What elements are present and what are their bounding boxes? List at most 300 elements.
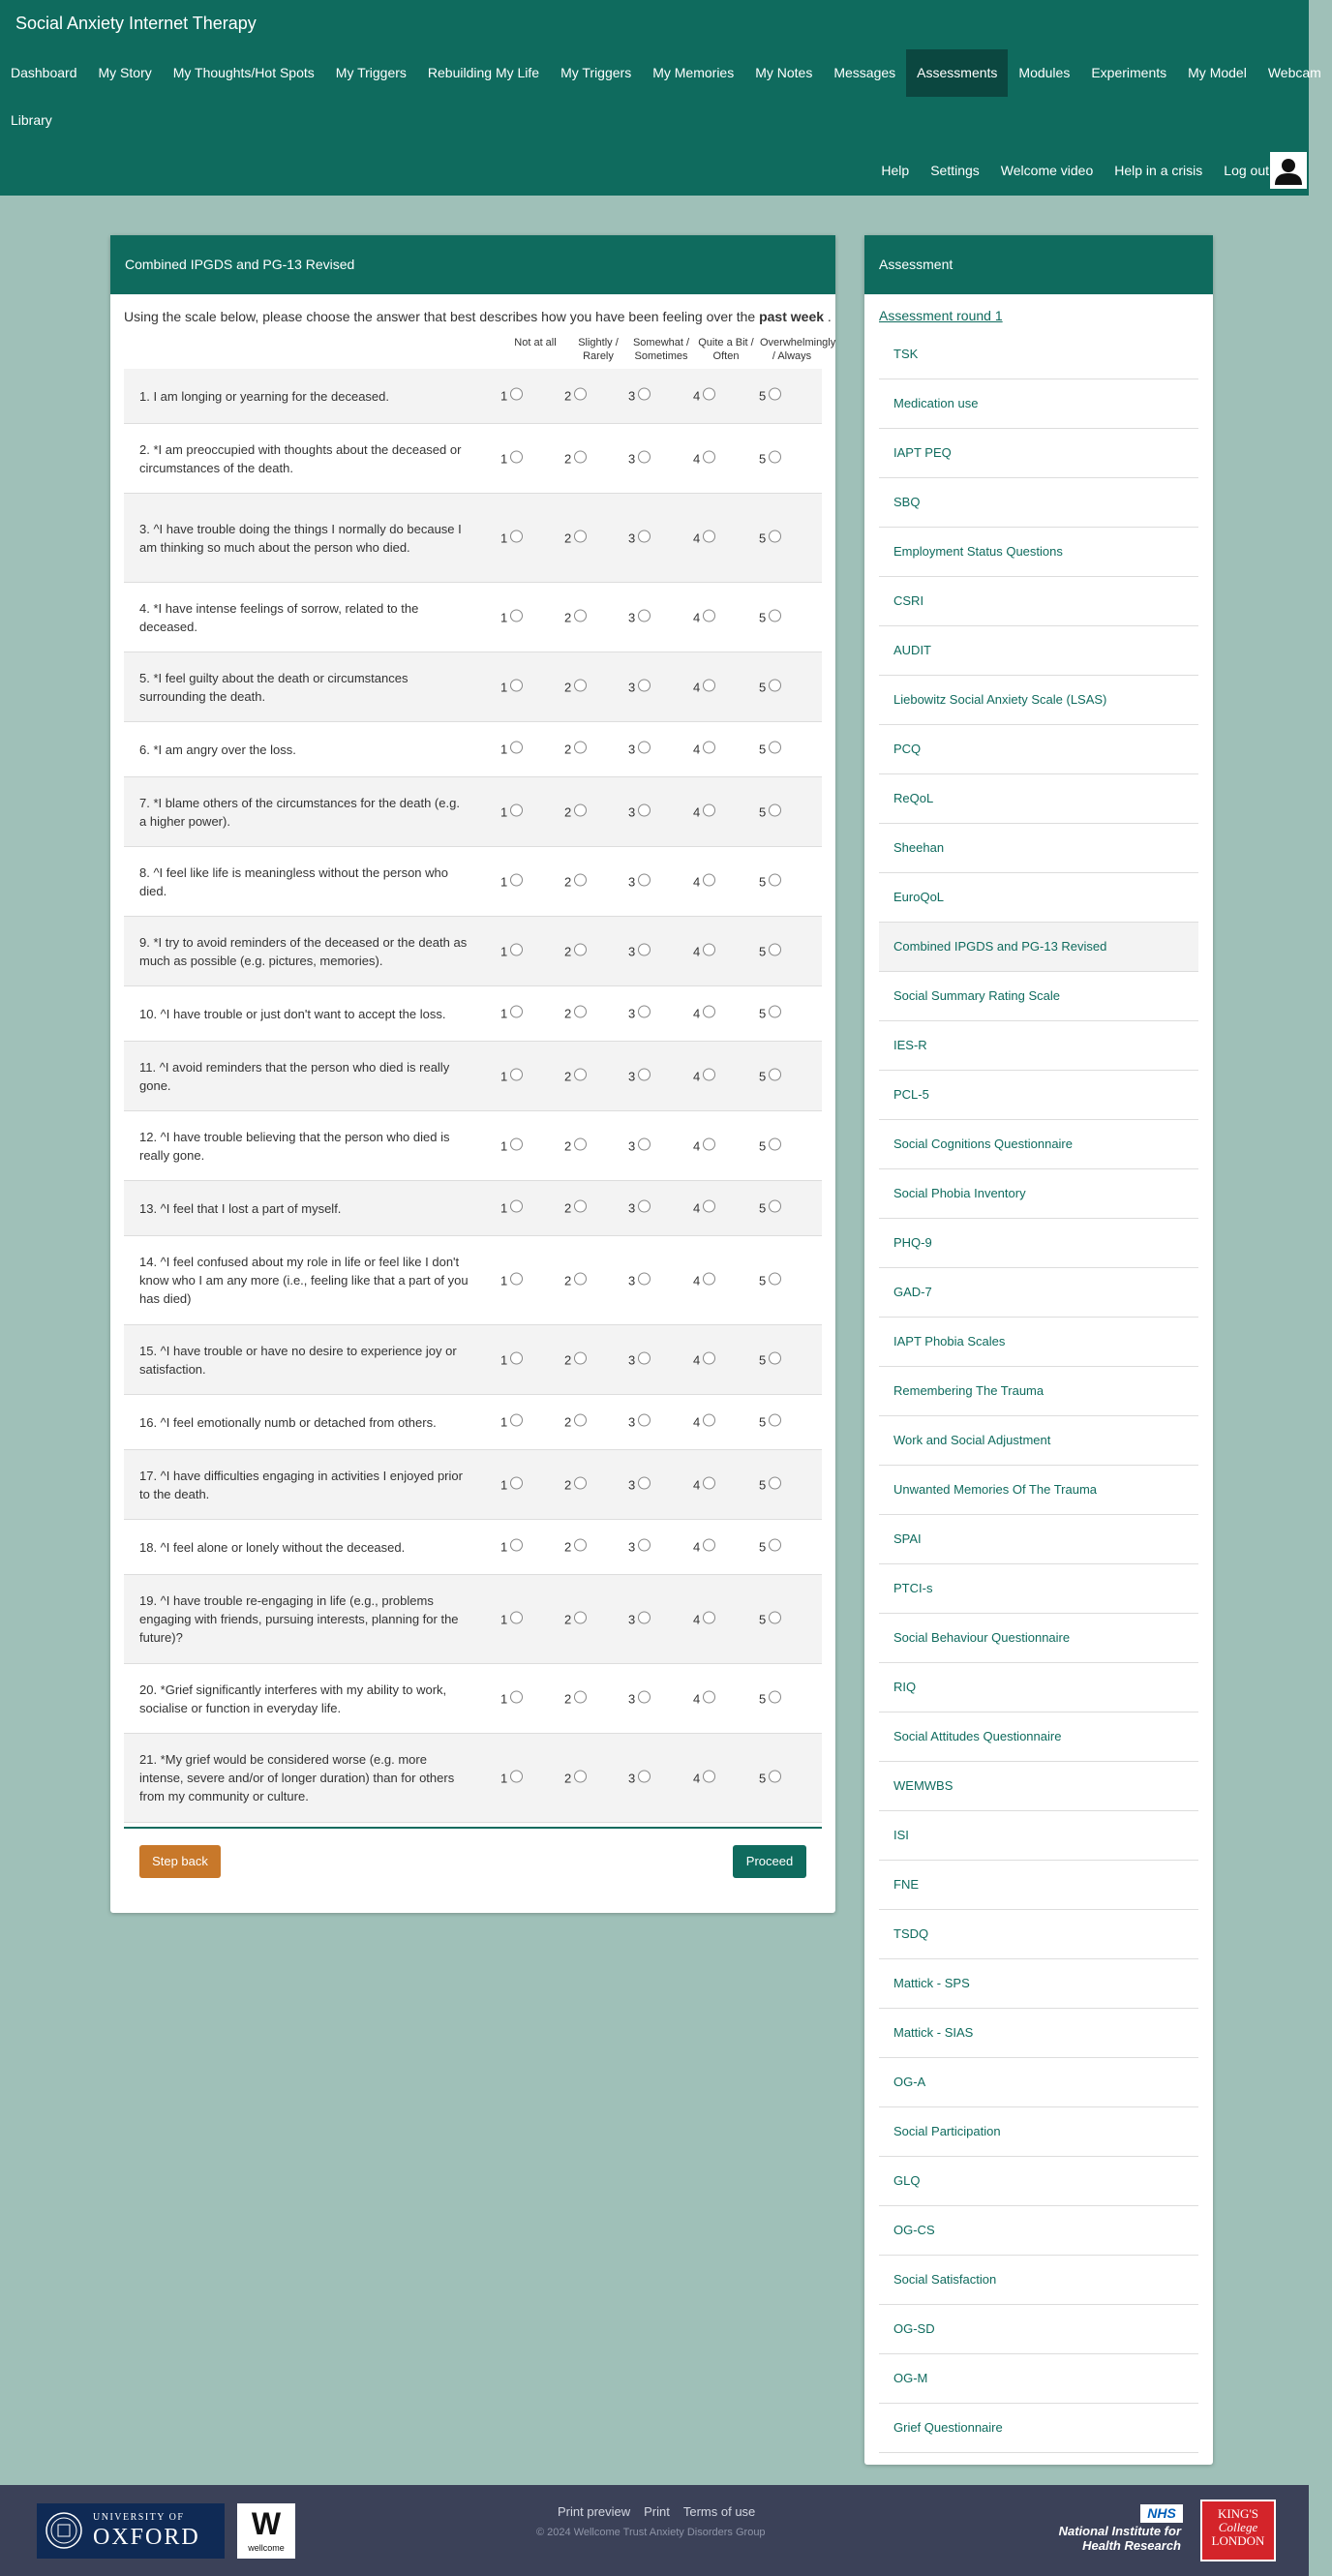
assessment-item-og-m[interactable]: OG-M	[879, 2354, 1198, 2404]
answer-option-1[interactable]	[500, 1540, 523, 1555]
assessment-item-audit[interactable]: AUDIT	[879, 626, 1198, 676]
utility-link-help[interactable]: Help	[881, 163, 910, 178]
answer-option-5[interactable]	[759, 742, 781, 757]
radio-button[interactable]	[769, 943, 781, 955]
assessment-item-og-a[interactable]: OG-A	[879, 2058, 1198, 2107]
answer-option-3[interactable]	[628, 804, 651, 819]
answer-option-1[interactable]	[500, 451, 523, 466]
answer-option-1[interactable]	[500, 874, 523, 889]
radio-button[interactable]	[638, 609, 651, 621]
answer-option-3[interactable]	[628, 944, 651, 958]
answer-option-number: 1	[500, 1069, 508, 1083]
radio-button[interactable]	[510, 679, 523, 691]
radio-button[interactable]	[703, 1137, 715, 1150]
radio-button[interactable]	[510, 1200, 523, 1213]
radio-button[interactable]	[638, 679, 651, 691]
radio-button[interactable]	[703, 1068, 715, 1080]
radio-button[interactable]	[574, 388, 587, 401]
radio-button[interactable]	[769, 1351, 781, 1364]
assessment-item-riq[interactable]: RIQ	[879, 1663, 1198, 1712]
answer-option-3[interactable]	[628, 1201, 651, 1216]
question-row	[124, 722, 822, 777]
answer-option-2[interactable]	[564, 1201, 587, 1216]
radio-button[interactable]	[638, 388, 651, 401]
assessment-item-unwanted-memories-of-the-trauma[interactable]: Unwanted Memories Of The Trauma	[879, 1466, 1198, 1515]
answer-option-2[interactable]	[564, 1691, 587, 1706]
radio-button[interactable]	[510, 742, 523, 754]
answer-option-3[interactable]	[628, 1007, 651, 1021]
answer-option-5[interactable]	[759, 1352, 781, 1367]
answer-option-number: 3	[628, 1477, 636, 1492]
answer-option-1[interactable]	[500, 530, 523, 545]
answer-option-2[interactable]	[564, 680, 587, 694]
answer-option-2[interactable]	[564, 1540, 587, 1555]
answer-option-number: 1	[500, 1477, 508, 1492]
radio-button[interactable]	[510, 1690, 523, 1703]
answer-option-5[interactable]	[759, 1273, 781, 1288]
radio-button[interactable]	[510, 1351, 523, 1364]
answer-option-1[interactable]	[500, 1138, 523, 1153]
answer-option-number: 1	[500, 451, 508, 466]
assessment-item-social-participation[interactable]: Social Participation	[879, 2107, 1198, 2157]
answer-option-4[interactable]	[693, 804, 715, 819]
answer-option-5[interactable]	[759, 1540, 781, 1555]
assessment-item-sheehan[interactable]: Sheehan	[879, 824, 1198, 873]
radio-button[interactable]	[703, 1200, 715, 1213]
answer-option-1[interactable]	[500, 804, 523, 819]
radio-button[interactable]	[638, 803, 651, 816]
app-title[interactable]: Social Anxiety Internet Therapy	[15, 14, 257, 33]
assessment-item-pcl-5[interactable]: PCL-5	[879, 1071, 1198, 1120]
radio-button[interactable]	[574, 873, 587, 886]
nav-item-modules[interactable]: Modules	[1018, 65, 1071, 80]
radio-button[interactable]	[638, 1272, 651, 1285]
radio-button[interactable]	[703, 1770, 715, 1782]
utility-link-welcome-video[interactable]: Welcome video	[1000, 163, 1094, 178]
assessment-item-reqol[interactable]: ReQoL	[879, 774, 1198, 824]
assessment-item-social-cognitions-questionnaire[interactable]: Social Cognitions Questionnaire	[879, 1120, 1198, 1169]
radio-button[interactable]	[703, 450, 715, 463]
answer-option-1[interactable]	[500, 1612, 523, 1626]
answer-option-5[interactable]	[759, 1069, 781, 1083]
answer-option-5[interactable]	[759, 389, 781, 404]
radio-button[interactable]	[703, 530, 715, 542]
answer-option-5[interactable]	[759, 1007, 781, 1021]
radio-button[interactable]	[769, 742, 781, 754]
radio-button[interactable]	[769, 1770, 781, 1782]
radio-button[interactable]	[638, 943, 651, 955]
assessment-item-fne[interactable]: FNE	[879, 1861, 1198, 1910]
answer-option-3[interactable]	[628, 389, 651, 404]
answer-option-5[interactable]	[759, 1691, 781, 1706]
answer-option-number: 3	[628, 1691, 636, 1706]
answer-option-4[interactable]	[693, 1771, 715, 1785]
radio-button[interactable]	[510, 1611, 523, 1623]
radio-button[interactable]	[769, 1137, 781, 1150]
assessment-item-grief-questionnaire[interactable]: Grief Questionnaire	[879, 2404, 1198, 2453]
radio-button[interactable]	[574, 742, 587, 754]
radio-button[interactable]	[769, 1476, 781, 1489]
answer-option-4[interactable]	[693, 451, 715, 466]
answer-option-1[interactable]	[500, 1415, 523, 1430]
footer-link-terms-of-use[interactable]: Terms of use	[682, 2504, 756, 2519]
assessment-item-social-satisfaction[interactable]: Social Satisfaction	[879, 2256, 1198, 2305]
radio-button[interactable]	[574, 1690, 587, 1703]
nav-item-my-memories[interactable]: My Memories	[652, 65, 735, 80]
answer-option-2[interactable]	[564, 944, 587, 958]
answer-option-5[interactable]	[759, 1477, 781, 1492]
utility-link-settings[interactable]: Settings	[930, 163, 980, 178]
answer-option-1[interactable]	[500, 1477, 523, 1492]
answer-option-3[interactable]	[628, 1691, 651, 1706]
answer-option-2[interactable]	[564, 1007, 587, 1021]
radio-button[interactable]	[638, 1068, 651, 1080]
radio-button[interactable]	[769, 679, 781, 691]
answer-option-2[interactable]	[564, 389, 587, 404]
utility-link-help-in-a-crisis[interactable]: Help in a crisis	[1114, 163, 1203, 178]
assessment-item-mattick-sias[interactable]: Mattick - SIAS	[879, 2009, 1198, 2058]
radio-button[interactable]	[703, 679, 715, 691]
radio-button[interactable]	[638, 1476, 651, 1489]
radio-button[interactable]	[703, 1414, 715, 1427]
radio-button[interactable]	[638, 530, 651, 542]
nav-item-assessments[interactable]: Assessments	[906, 49, 1008, 97]
step-back-button[interactable]: Step back	[139, 1845, 221, 1878]
radio-button[interactable]	[510, 943, 523, 955]
assessment-item-iapt-phobia-scales[interactable]: IAPT Phobia Scales	[879, 1318, 1198, 1367]
assessment-item-work-and-social-adjustment[interactable]: Work and Social Adjustment	[879, 1416, 1198, 1466]
footer-link-print-preview[interactable]: Print preview	[558, 2504, 631, 2519]
answer-option-1[interactable]	[500, 610, 523, 624]
answer-option-1[interactable]	[500, 1352, 523, 1367]
radio-button[interactable]	[638, 1200, 651, 1213]
answer-option-4[interactable]	[693, 1352, 715, 1367]
answer-option-4[interactable]	[693, 1201, 715, 1216]
nav-item-my-triggers[interactable]: My Triggers	[560, 65, 632, 80]
answer-option-2[interactable]	[564, 874, 587, 889]
answer-option-1[interactable]	[500, 680, 523, 694]
answer-option-3[interactable]	[628, 1612, 651, 1626]
assessment-item-sbq[interactable]: SBQ	[879, 478, 1198, 528]
answer-option-3[interactable]	[628, 1771, 651, 1785]
answer-option-2[interactable]	[564, 610, 587, 624]
radio-button[interactable]	[574, 530, 587, 542]
radio-button[interactable]	[574, 1006, 587, 1018]
answer-option-4[interactable]	[693, 1612, 715, 1626]
answer-option-4[interactable]	[693, 1540, 715, 1555]
radio-button[interactable]	[769, 1272, 781, 1285]
answer-option-5[interactable]	[759, 1415, 781, 1430]
answer-option-3[interactable]	[628, 874, 651, 889]
assessment-item-social-summary-rating-scale[interactable]: Social Summary Rating Scale	[879, 972, 1198, 1021]
nav-item-my-notes[interactable]: My Notes	[755, 65, 813, 80]
radio-button[interactable]	[769, 609, 781, 621]
assessment-round-link[interactable]: Assessment round 1	[879, 308, 1003, 323]
answer-option-4[interactable]	[693, 1477, 715, 1492]
radio-button[interactable]	[510, 1272, 523, 1285]
radio-button[interactable]	[638, 1351, 651, 1364]
assessment-item-remembering-the-trauma[interactable]: Remembering The Trauma	[879, 1367, 1198, 1416]
radio-button[interactable]	[703, 609, 715, 621]
answer-option-1[interactable]	[500, 742, 523, 757]
assessment-item-medication-use[interactable]: Medication use	[879, 379, 1198, 429]
answer-option-4[interactable]	[693, 389, 715, 404]
footer-link-print[interactable]: Print	[644, 2504, 670, 2519]
nav-item-experiments[interactable]: Experiments	[1091, 65, 1167, 80]
radio-button[interactable]	[574, 1351, 587, 1364]
radio-button[interactable]	[769, 1200, 781, 1213]
radio-button[interactable]	[769, 1539, 781, 1552]
answer-option-3[interactable]	[628, 530, 651, 545]
radio-button[interactable]	[769, 530, 781, 542]
radio-button[interactable]	[703, 1539, 715, 1552]
answer-option-1[interactable]	[500, 389, 523, 404]
answer-option-3[interactable]	[628, 451, 651, 466]
radio-button[interactable]	[769, 450, 781, 463]
answer-option-4[interactable]	[693, 1138, 715, 1153]
radio-button[interactable]	[703, 1351, 715, 1364]
radio-button[interactable]	[769, 803, 781, 816]
assessment-item-phq-9[interactable]: PHQ-9	[879, 1219, 1198, 1268]
answer-option-3[interactable]	[628, 610, 651, 624]
answer-option-number: 2	[564, 1200, 572, 1216]
radio-button[interactable]	[769, 873, 781, 886]
radio-button[interactable]	[703, 388, 715, 401]
radio-button[interactable]	[574, 1611, 587, 1623]
radio-button[interactable]	[510, 1476, 523, 1489]
answer-option-2[interactable]	[564, 1352, 587, 1367]
answer-option-4[interactable]	[693, 1273, 715, 1288]
radio-button[interactable]	[769, 1690, 781, 1703]
nav-item-my-model[interactable]: My Model	[1188, 65, 1247, 80]
radio-button[interactable]	[574, 1272, 587, 1285]
radio-button[interactable]	[510, 873, 523, 886]
radio-button[interactable]	[638, 1690, 651, 1703]
radio-button[interactable]	[703, 1476, 715, 1489]
radio-button[interactable]	[638, 1611, 651, 1623]
answer-option-1[interactable]	[500, 1273, 523, 1288]
radio-button[interactable]	[510, 1068, 523, 1080]
radio-button[interactable]	[510, 1770, 523, 1782]
assessment-item-og-cs[interactable]: OG-CS	[879, 2206, 1198, 2256]
nav-item-my-thoughts-hot-spots[interactable]: My Thoughts/Hot Spots	[172, 65, 315, 80]
answer-option-2[interactable]	[564, 1612, 587, 1626]
radio-button[interactable]	[638, 1770, 651, 1782]
answer-option-4[interactable]	[693, 680, 715, 694]
answer-option-2[interactable]	[564, 1477, 587, 1492]
answer-option-2[interactable]	[564, 742, 587, 757]
radio-button[interactable]	[638, 450, 651, 463]
answer-option-2[interactable]	[564, 1069, 587, 1083]
answer-option-4[interactable]	[693, 742, 715, 757]
radio-button[interactable]	[703, 1611, 715, 1623]
answer-option-number: 3	[628, 1612, 636, 1626]
answer-option-2[interactable]	[564, 1273, 587, 1288]
assessment-item-ptci-s[interactable]: PTCI-s	[879, 1564, 1198, 1614]
radio-button[interactable]	[703, 1690, 715, 1703]
assessment-item-tsdq[interactable]: TSDQ	[879, 1910, 1198, 1959]
utility-link-log-out[interactable]: Log out	[1224, 163, 1269, 178]
radio-button[interactable]	[703, 1006, 715, 1018]
radio-button[interactable]	[510, 530, 523, 542]
answer-option-1[interactable]	[500, 1069, 523, 1083]
radio-button[interactable]	[638, 873, 651, 886]
radio-button[interactable]	[574, 803, 587, 816]
radio-button[interactable]	[574, 1414, 587, 1427]
radio-button[interactable]	[574, 1539, 587, 1552]
answer-option-5[interactable]	[759, 1201, 781, 1216]
answer-option-1[interactable]	[500, 1771, 523, 1785]
answer-option-5[interactable]	[759, 944, 781, 958]
answer-option-4[interactable]	[693, 1007, 715, 1021]
answer-option-1[interactable]	[500, 944, 523, 958]
answer-option-3[interactable]	[628, 742, 651, 757]
answer-option-number: 3	[628, 1273, 636, 1288]
radio-button[interactable]	[510, 609, 523, 621]
answer-option-3[interactable]	[628, 1415, 651, 1430]
answer-option-3[interactable]	[628, 1138, 651, 1153]
radio-button[interactable]	[574, 1770, 587, 1782]
radio-button[interactable]	[638, 1137, 651, 1150]
radio-button[interactable]	[638, 1539, 651, 1552]
nav-item-rebuilding-my-life[interactable]: Rebuilding My Life	[427, 65, 540, 80]
answer-option-number: 5	[759, 1414, 767, 1430]
answer-option-4[interactable]	[693, 1069, 715, 1083]
radio-button[interactable]	[574, 1200, 587, 1213]
radio-button[interactable]	[574, 1068, 587, 1080]
answer-option-3[interactable]	[628, 1273, 651, 1288]
radio-button[interactable]	[510, 1539, 523, 1552]
kings-college-logo[interactable]	[1200, 2500, 1276, 2561]
radio-button[interactable]	[510, 450, 523, 463]
radio-button[interactable]	[510, 388, 523, 401]
radio-button[interactable]	[638, 742, 651, 754]
radio-button[interactable]	[510, 1006, 523, 1018]
nav-item-webcam[interactable]: Webcam	[1267, 65, 1321, 80]
assessment-item-employment-status-questions[interactable]: Employment Status Questions	[879, 528, 1198, 577]
answer-option-2[interactable]	[564, 1415, 587, 1430]
radio-button[interactable]	[769, 1611, 781, 1623]
instructions-end: .	[824, 309, 832, 324]
answer-option-4[interactable]	[693, 1415, 715, 1430]
radio-button[interactable]	[574, 943, 587, 955]
radio-button[interactable]	[574, 1476, 587, 1489]
radio-button[interactable]	[703, 943, 715, 955]
wellcome-mark: W	[251, 2506, 282, 2541]
answer-option-4[interactable]	[693, 944, 715, 958]
answer-option-2[interactable]	[564, 451, 587, 466]
radio-button[interactable]	[703, 742, 715, 754]
assessment-item-pcq[interactable]: PCQ	[879, 725, 1198, 774]
assessment-item-iapt-peq[interactable]: IAPT PEQ	[879, 429, 1198, 478]
answer-option-5[interactable]	[759, 1771, 781, 1785]
answer-option-5[interactable]	[759, 610, 781, 624]
answer-option-5[interactable]	[759, 804, 781, 819]
answer-option-2[interactable]	[564, 1138, 587, 1153]
radio-button[interactable]	[574, 679, 587, 691]
radio-button[interactable]	[574, 609, 587, 621]
answer-option-3[interactable]	[628, 1069, 651, 1083]
nav-item-messages[interactable]: Messages	[833, 65, 896, 80]
answer-option-4[interactable]	[693, 610, 715, 624]
assessment-item-ies-r[interactable]: IES-R	[879, 1021, 1198, 1071]
assessment-item-isi[interactable]: ISI	[879, 1811, 1198, 1861]
radio-button[interactable]	[574, 1137, 587, 1150]
answer-option-3[interactable]	[628, 1352, 651, 1367]
answer-option-3[interactable]	[628, 1477, 651, 1492]
answer-option-3[interactable]	[628, 1540, 651, 1555]
assessment-item-spai[interactable]: SPAI	[879, 1515, 1198, 1564]
answer-option-5[interactable]	[759, 1612, 781, 1626]
nihr-logo[interactable]	[1050, 2524, 1181, 2553]
answer-option-4[interactable]	[693, 874, 715, 889]
wellcome-logo[interactable]	[237, 2503, 295, 2559]
assessment-item-tsk[interactable]: TSK	[879, 330, 1198, 379]
radio-button[interactable]	[769, 388, 781, 401]
nav-item-library[interactable]: Library	[11, 112, 52, 128]
answer-option-5[interactable]	[759, 530, 781, 545]
radio-button[interactable]	[510, 1414, 523, 1427]
answer-option-number: 5	[759, 804, 767, 819]
answer-option-number: 1	[500, 804, 508, 819]
proceed-button[interactable]: Proceed	[733, 1845, 806, 1878]
assessment-item-og-sd[interactable]: OG-SD	[879, 2305, 1198, 2354]
radio-button[interactable]	[703, 1272, 715, 1285]
answer-option-4[interactable]	[693, 1691, 715, 1706]
answer-option-1[interactable]	[500, 1201, 523, 1216]
assessment-item-csri[interactable]: CSRI	[879, 577, 1198, 626]
nav-item-my-story[interactable]: My Story	[98, 65, 152, 80]
answer-option-1[interactable]	[500, 1691, 523, 1706]
answer-option-4[interactable]	[693, 530, 715, 545]
nav-item-dashboard[interactable]: Dashboard	[11, 65, 77, 80]
radio-button[interactable]	[638, 1414, 651, 1427]
answer-option-2[interactable]	[564, 530, 587, 545]
radio-button[interactable]	[510, 803, 523, 816]
answer-option-2[interactable]	[564, 1771, 587, 1785]
assessment-item-combined-ipgds-and-pg-13-revised[interactable]: Combined IPGDS and PG-13 Revised	[879, 923, 1198, 972]
user-avatar-button[interactable]	[1270, 152, 1307, 189]
oxford-logo[interactable]	[37, 2503, 225, 2559]
radio-button[interactable]	[703, 803, 715, 816]
assessment-item-euroqol[interactable]: EuroQoL	[879, 873, 1198, 923]
assessment-item-wemwbs[interactable]: WEMWBS	[879, 1762, 1198, 1811]
answer-option-5[interactable]	[759, 1138, 781, 1153]
answer-option-1[interactable]	[500, 1007, 523, 1021]
assessment-item-social-phobia-inventory[interactable]: Social Phobia Inventory	[879, 1169, 1198, 1219]
radio-button[interactable]	[769, 1414, 781, 1427]
question-text: 13. ^I feel that I lost a part of myself.	[139, 1200, 342, 1216]
nav-item-my-triggers[interactable]: My Triggers	[335, 65, 407, 80]
answer-option-5[interactable]	[759, 680, 781, 694]
assessment-item-gad-7[interactable]: GAD-7	[879, 1268, 1198, 1318]
answer-option-5[interactable]	[759, 451, 781, 466]
assessment-item-mattick-sps[interactable]: Mattick - SPS	[879, 1959, 1198, 2009]
radio-button[interactable]	[769, 1068, 781, 1080]
answer-option-3[interactable]	[628, 680, 651, 694]
radio-button[interactable]	[703, 873, 715, 886]
answer-option-2[interactable]	[564, 804, 587, 819]
assessment-item-liebowitz-social-anxiety-scale-lsas[interactable]: Liebowitz Social Anxiety Scale (LSAS)	[879, 676, 1198, 725]
assessment-item-glq[interactable]: GLQ	[879, 2157, 1198, 2206]
radio-button[interactable]	[638, 1006, 651, 1018]
radio-button[interactable]	[574, 450, 587, 463]
assessment-item-social-behaviour-questionnaire[interactable]: Social Behaviour Questionnaire	[879, 1614, 1198, 1663]
answer-option-5[interactable]	[759, 874, 781, 889]
radio-button[interactable]	[769, 1006, 781, 1018]
radio-button[interactable]	[510, 1137, 523, 1150]
assessment-item-social-attitudes-questionnaire[interactable]: Social Attitudes Questionnaire	[879, 1712, 1198, 1762]
